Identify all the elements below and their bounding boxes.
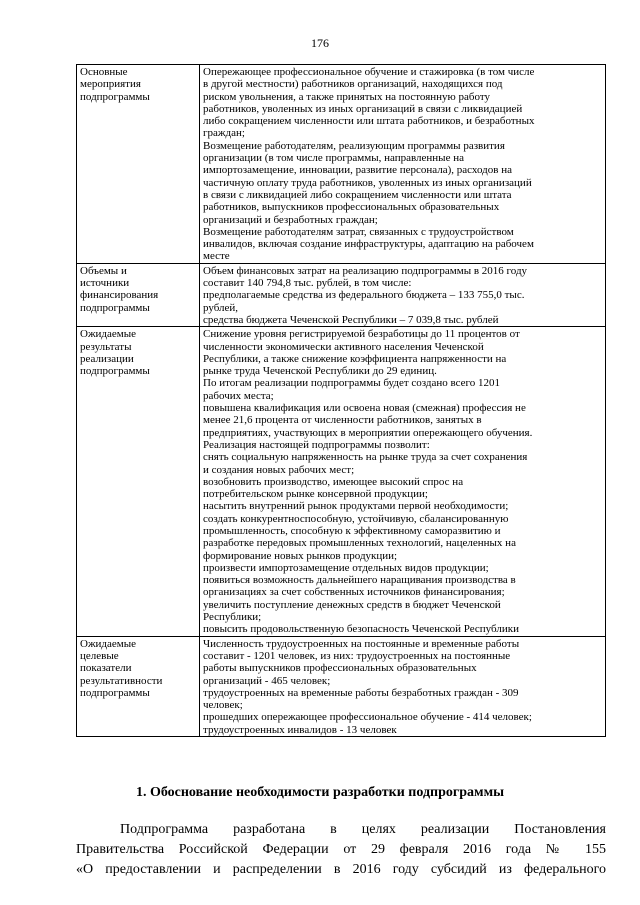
- table-row: [77, 636, 606, 736]
- page-number: 176: [311, 36, 329, 50]
- row-content-line: в другой местности) работников организаций, находящихся под: [203, 78, 503, 91]
- row-content-line: риском увольнения, а также принятых на постоянную работу: [203, 90, 491, 103]
- row-content-line: организации (в том числе программы, направленные на: [203, 152, 464, 165]
- row-content-line: насытить внутренний рынок продуктами первой необходимости;: [203, 500, 509, 513]
- row-content-line: повышена квалификация или освоена новая (смежная) профессия не: [203, 402, 526, 415]
- row-label-line: подпрограммы: [80, 686, 150, 699]
- row-content-line: произвести импортозамещение отдельных видов продукции;: [203, 561, 489, 574]
- row-label-line: показатели: [80, 662, 132, 675]
- row-content-line: создать конкурентноспособную, устойчивую, сбалансированную: [203, 512, 509, 525]
- row-content-line: формирование новых рынков продукции;: [203, 549, 398, 562]
- row-label-cell: [77, 263, 200, 326]
- row-content-line: месте: [203, 250, 230, 263]
- row-label-line: источники: [80, 277, 130, 290]
- row-label-line: мероприятия: [80, 78, 141, 91]
- row-content-line: организаций и безработных граждан;: [203, 213, 378, 226]
- row-content-line: человек;: [203, 699, 243, 712]
- row-content-line: работы выпускников профессиональных образовательных: [203, 662, 477, 675]
- row-label-cell: [77, 636, 200, 736]
- row-content-line: частичную оплату труда работников, уволенных из иных организаций: [203, 176, 532, 189]
- row-content-line: работников, выпускников профессиональных образовательных: [203, 201, 500, 214]
- row-label-line: подпрограммы: [80, 365, 150, 378]
- row-content-line: Республики, а также снижение коэффициента напряженности на: [203, 352, 507, 365]
- row-content-line: организациях за счет собственных источников финансирования;: [203, 586, 505, 599]
- row-content-line: граждан;: [203, 127, 245, 140]
- row-content-line: Возмещение работодателям, реализующим программы развития: [203, 139, 505, 152]
- row-label-cell: [77, 65, 200, 264]
- row-content-line: возобновить производство, имеющее высокий спрос на: [203, 475, 464, 488]
- row-content-line: рынке труда Чеченской Республики до 29 единиц.: [203, 365, 437, 378]
- row-content-line: либо сокращением численности или штата работников, и безработных: [203, 115, 535, 128]
- row-content-line: рабочих места;: [203, 389, 274, 402]
- row-content-line: Возмещение работодателям затрат, связанных с трудоустройством: [203, 225, 514, 238]
- row-content-line: рублей,: [203, 301, 239, 314]
- row-label-line: Ожидаемые: [80, 637, 137, 650]
- row-content-line: численности экономически активного населения Чеченской: [203, 340, 484, 353]
- row-content-line: и создания новых рабочих мест;: [203, 463, 355, 476]
- row-content-line: повысить продовольственную безопасность Чеченской Республики: [203, 623, 519, 636]
- row-content-line: средства бюджета Чеченской Республики – 7 039,8 тыс. рублей: [203, 313, 499, 326]
- row-label-line: Объемы и: [80, 264, 127, 277]
- row-content-line: импортозамещение, инновации, развитие персонала), расходов на: [203, 164, 512, 177]
- table-row: [77, 327, 606, 636]
- row-label-line: результаты: [80, 340, 132, 353]
- row-content-line: промышленность, способную к эффективному саморазвитию и: [203, 524, 501, 537]
- row-content-line: работников, уволенных из иных организаций в связи с ликвидацией: [203, 102, 523, 115]
- row-label-cell: [77, 327, 200, 636]
- row-label-line: результативности: [80, 674, 163, 687]
- table-row: [77, 65, 606, 264]
- row-content-line: Объем финансовых затрат на реализацию подпрограммы в 2016 году: [203, 264, 528, 277]
- row-label-line: подпрограммы: [80, 301, 150, 314]
- section-heading: 1. Обоснование необходимости разработки подпрограммы: [135, 785, 505, 800]
- row-content-line: менее 21,6 процента от численности работников, занятых в: [203, 414, 482, 427]
- row-content-line: составит 140 794,8 тыс. рублей, в том числе:: [203, 277, 412, 290]
- body-line: Подпрограмма разработана в целях реализации Постановления: [120, 822, 606, 837]
- row-label-line: Ожидаемые: [80, 328, 137, 341]
- row-content-line: Снижение уровня регистрируемой безработицы до 11 процентов от: [203, 328, 520, 341]
- row-content-line: Республики;: [203, 611, 262, 624]
- row-label-line: реализации: [80, 352, 134, 365]
- row-content-line: предприятиях, участвующих в мероприятии опережающего обучения.: [203, 426, 533, 439]
- row-content-cell: [200, 65, 606, 264]
- row-label-line: подпрограммы: [80, 90, 150, 103]
- row-content-line: Реализация настоящей подпрограммы позволит:: [203, 438, 430, 451]
- row-content-line: прошедших опережающее профессиональное обучение - 414 человек;: [203, 711, 532, 724]
- row-label-line: финансирования: [80, 289, 159, 302]
- body-line: «О предоставлении и распределении в 2016 году субсидий из федерального: [76, 862, 606, 877]
- row-content-line: предполагаемые средства из федерального бюджета – 133 755,0 тыс.: [203, 289, 525, 302]
- row-content-line: появиться возможность дальнейшего наращивания производства в: [203, 574, 516, 587]
- row-content-line: в связи с ликвидацией либо сокращением численности или штата: [203, 188, 512, 201]
- row-content-line: увеличить поступление денежных средств в бюджет Чеченской: [203, 598, 501, 611]
- row-content-cell: [200, 636, 606, 736]
- row-content-line: инвалидов, включая создание инфраструктуры, адаптацию на рабочем: [203, 238, 534, 251]
- row-content-line: потребительском рынке консервной продукции;: [203, 488, 428, 501]
- table-row: [77, 263, 606, 326]
- row-content-cell: [200, 263, 606, 326]
- row-content-line: По итогам реализации подпрограммы будет создано всего 1201: [203, 377, 501, 390]
- row-content-line: трудоустроенных инвалидов - 13 человек: [203, 723, 397, 736]
- row-content-line: Численность трудоустроенных на постоянные и временные работы: [203, 637, 520, 650]
- subprogram-passport-table: [76, 64, 606, 737]
- row-label-line: целевые: [80, 649, 119, 662]
- row-content-line: Опережающее профессиональное обучение и стажировка (в том числе: [203, 66, 535, 78]
- row-content-cell: [200, 327, 606, 636]
- row-content-line: трудоустроенных на временные работы безработных граждан - 309: [203, 686, 519, 699]
- table-body: [77, 65, 606, 737]
- row-content-line: организаций - 465 человек;: [203, 674, 331, 687]
- row-content-line: снять социальную напряженность на рынке труда за счет сохранения: [203, 451, 528, 464]
- body-paragraph: [76, 820, 606, 880]
- body-line: Правительства Российской Федерации от 29 февраля 2016 года № 155: [76, 842, 606, 857]
- row-label-line: Основные: [80, 66, 128, 78]
- row-content-line: составит - 1201 человек, из них: трудоустроенных на постоянные: [203, 649, 511, 662]
- row-content-line: разработке передовых промышленных технологий, нацеленных на: [203, 537, 516, 550]
